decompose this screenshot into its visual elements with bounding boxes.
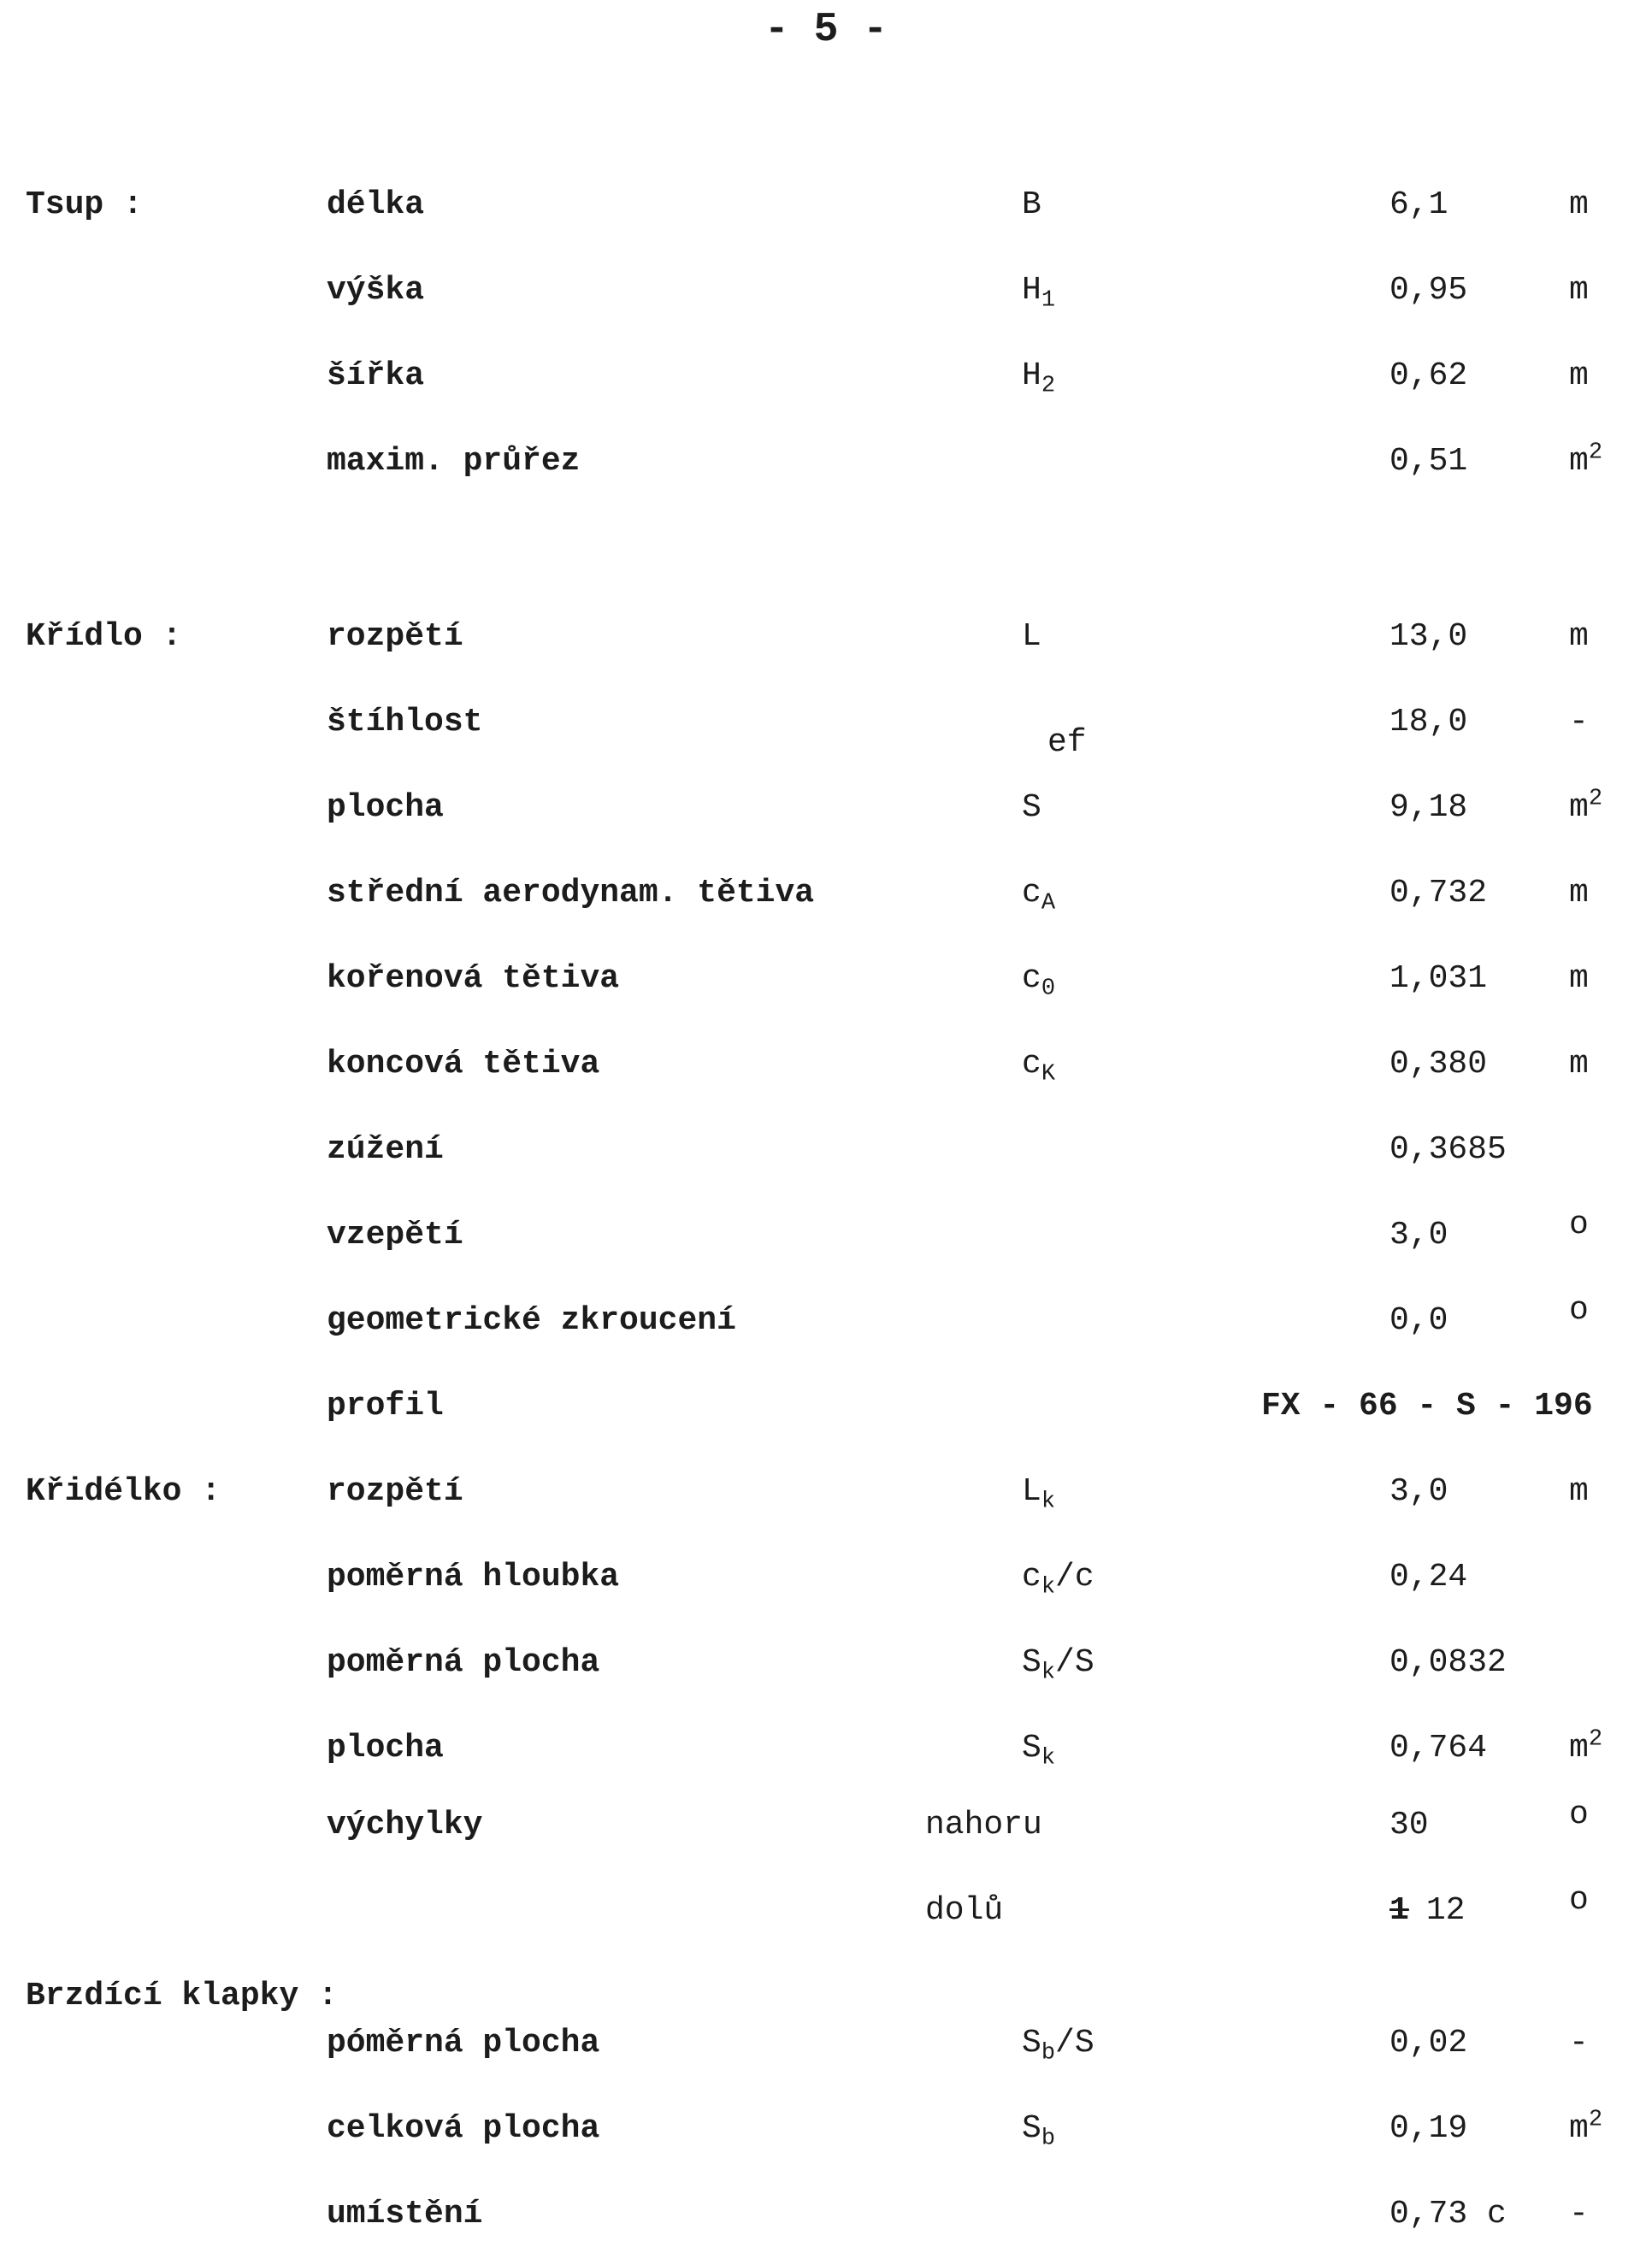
param-unit: o (1569, 1796, 1589, 1833)
param-unit: o (1569, 1206, 1589, 1243)
param-value: 0,95 (1389, 272, 1468, 309)
param-symbol: $S_k/S$ (1022, 1644, 1094, 1686)
param-label: štíhlost (327, 704, 483, 740)
param-value: 3,0 (1389, 1217, 1448, 1253)
param-label: koncová tětiva (327, 1046, 600, 1082)
param-value: 0,0832 (1389, 1644, 1507, 1681)
param-unit: $m^2$ (1569, 439, 1603, 480)
param-symbol: nahoru (925, 1807, 1042, 1843)
param-symbol: $c_A$ (1022, 875, 1056, 917)
param-symbol: ef (1047, 724, 1087, 761)
param-label: poměrná plocha (327, 1644, 600, 1681)
param-unit: - (1569, 704, 1589, 740)
table-row (0, 1796, 1652, 1851)
param-symbol: L (1022, 618, 1041, 655)
table-row (0, 611, 1652, 663)
param-value: 0,51 (1389, 443, 1468, 480)
param-label: vzepětí (327, 1217, 463, 1253)
param-value: 0,764 (1389, 1730, 1488, 1766)
param-symbol: $L_k$ (1022, 1473, 1056, 1515)
param-unit: m (1569, 618, 1589, 655)
param-label: šířka (327, 357, 425, 394)
table-row (0, 436, 1652, 487)
param-unit: $m^2$ (1569, 786, 1603, 826)
table-row (0, 2103, 1652, 2155)
param-label: kořenová tětiva (327, 960, 620, 997)
table-row (0, 1124, 1652, 1176)
param-label: póměrná plocha (327, 2025, 600, 2061)
param-symbol: S (1022, 789, 1041, 826)
section-title-brzdici-klapky: Brzdící klapky : (26, 1978, 338, 2014)
table-row (0, 1039, 1652, 1090)
param-symbol: $S_k$ (1022, 1730, 1056, 1772)
param-value: 13,0 (1389, 618, 1468, 655)
param-value: 0,02 (1389, 2025, 1468, 2061)
param-unit: o (1569, 1882, 1589, 1919)
param-unit: - (1569, 2025, 1589, 2061)
param-symbol: $H_2$ (1022, 357, 1056, 399)
table-row (0, 1381, 1652, 1432)
param-value: 1,031 (1389, 960, 1488, 997)
param-unit: o (1569, 1292, 1589, 1329)
table-row (0, 1206, 1652, 1261)
param-unit: m (1569, 875, 1589, 911)
param-unit: m (1569, 272, 1589, 309)
param-value: 3,0 (1389, 1473, 1448, 1510)
param-value: 0,73 c (1389, 2196, 1507, 2232)
param-unit: - (1569, 2196, 1589, 2232)
param-label: geometrické zkroucení (327, 1302, 736, 1339)
table-row (0, 1637, 1652, 1689)
param-symbol: dolů (925, 1892, 1004, 1929)
param-label: zúžení (327, 1131, 444, 1168)
param-symbol: $S_b$ (1022, 2110, 1056, 2152)
param-unit: m (1569, 186, 1589, 223)
table-row (0, 1292, 1652, 1347)
param-unit: m (1569, 1046, 1589, 1082)
param-value: 0,19 (1389, 2110, 1468, 2147)
param-value: 1 12 (1389, 1892, 1466, 1929)
param-value: 0,0 (1389, 1302, 1448, 1339)
param-value: FX - 66 - S - 196 (1261, 1388, 1593, 1424)
param-label: rozpětí (327, 1473, 463, 1510)
table-row (0, 782, 1652, 834)
param-unit: m (1569, 357, 1589, 394)
param-label: profil (327, 1388, 444, 1424)
param-value: 6,1 (1389, 186, 1448, 223)
param-label: celková plocha (327, 2110, 600, 2147)
param-label: střední aerodynam. tětiva (327, 875, 815, 911)
table-row (0, 2189, 1652, 2240)
param-unit: m (1569, 1473, 1589, 1510)
table-row (0, 1552, 1652, 1603)
param-value: 0,24 (1389, 1559, 1468, 1595)
param-value: 9,18 (1389, 789, 1468, 826)
table-row (0, 1723, 1652, 1774)
param-unit: $m^2$ (1569, 2107, 1603, 2147)
param-value: 18,0 (1389, 704, 1468, 740)
section-title-trup: Tsup : (26, 186, 143, 223)
param-value: 0,732 (1389, 875, 1488, 911)
param-symbol: B (1022, 186, 1041, 223)
param-symbol: $S_b/S$ (1022, 2025, 1094, 2067)
page-number: - 5 - (764, 7, 888, 53)
param-label: výchylky (327, 1807, 483, 1843)
param-value: 0,3685 (1389, 1131, 1507, 1168)
table-row (0, 953, 1652, 1005)
param-label: délka (327, 186, 425, 223)
param-unit: m (1569, 960, 1589, 997)
param-symbol: $c_k/c$ (1022, 1559, 1094, 1601)
param-value: 30 (1389, 1807, 1429, 1843)
table-row (0, 1882, 1652, 1937)
param-symbol: $H_1$ (1022, 272, 1056, 314)
table-row (0, 2018, 1652, 2069)
section-title-kridelko: Křidélko : (26, 1473, 221, 1510)
param-label: plocha (327, 789, 444, 826)
table-row (0, 868, 1652, 919)
param-label: umístění (327, 2196, 483, 2232)
table-row (0, 265, 1652, 316)
param-symbol: $c_K$ (1022, 1046, 1056, 1088)
param-label: maxim. průřez (327, 443, 581, 480)
table-row (0, 697, 1652, 761)
table-row (0, 180, 1652, 231)
param-value: 0,62 (1389, 357, 1468, 394)
param-symbol: $c_0$ (1022, 960, 1056, 1002)
param-label: plocha (327, 1730, 444, 1766)
param-label: poměrná hloubka (327, 1559, 620, 1595)
param-label: výška (327, 272, 425, 309)
param-label: rozpětí (327, 618, 463, 655)
param-value: 0,380 (1389, 1046, 1488, 1082)
param-unit: $m^2$ (1569, 1726, 1603, 1766)
table-row (0, 351, 1652, 402)
section-title-kridlo: Křídlo : (26, 618, 182, 655)
table-row (0, 1466, 1652, 1518)
